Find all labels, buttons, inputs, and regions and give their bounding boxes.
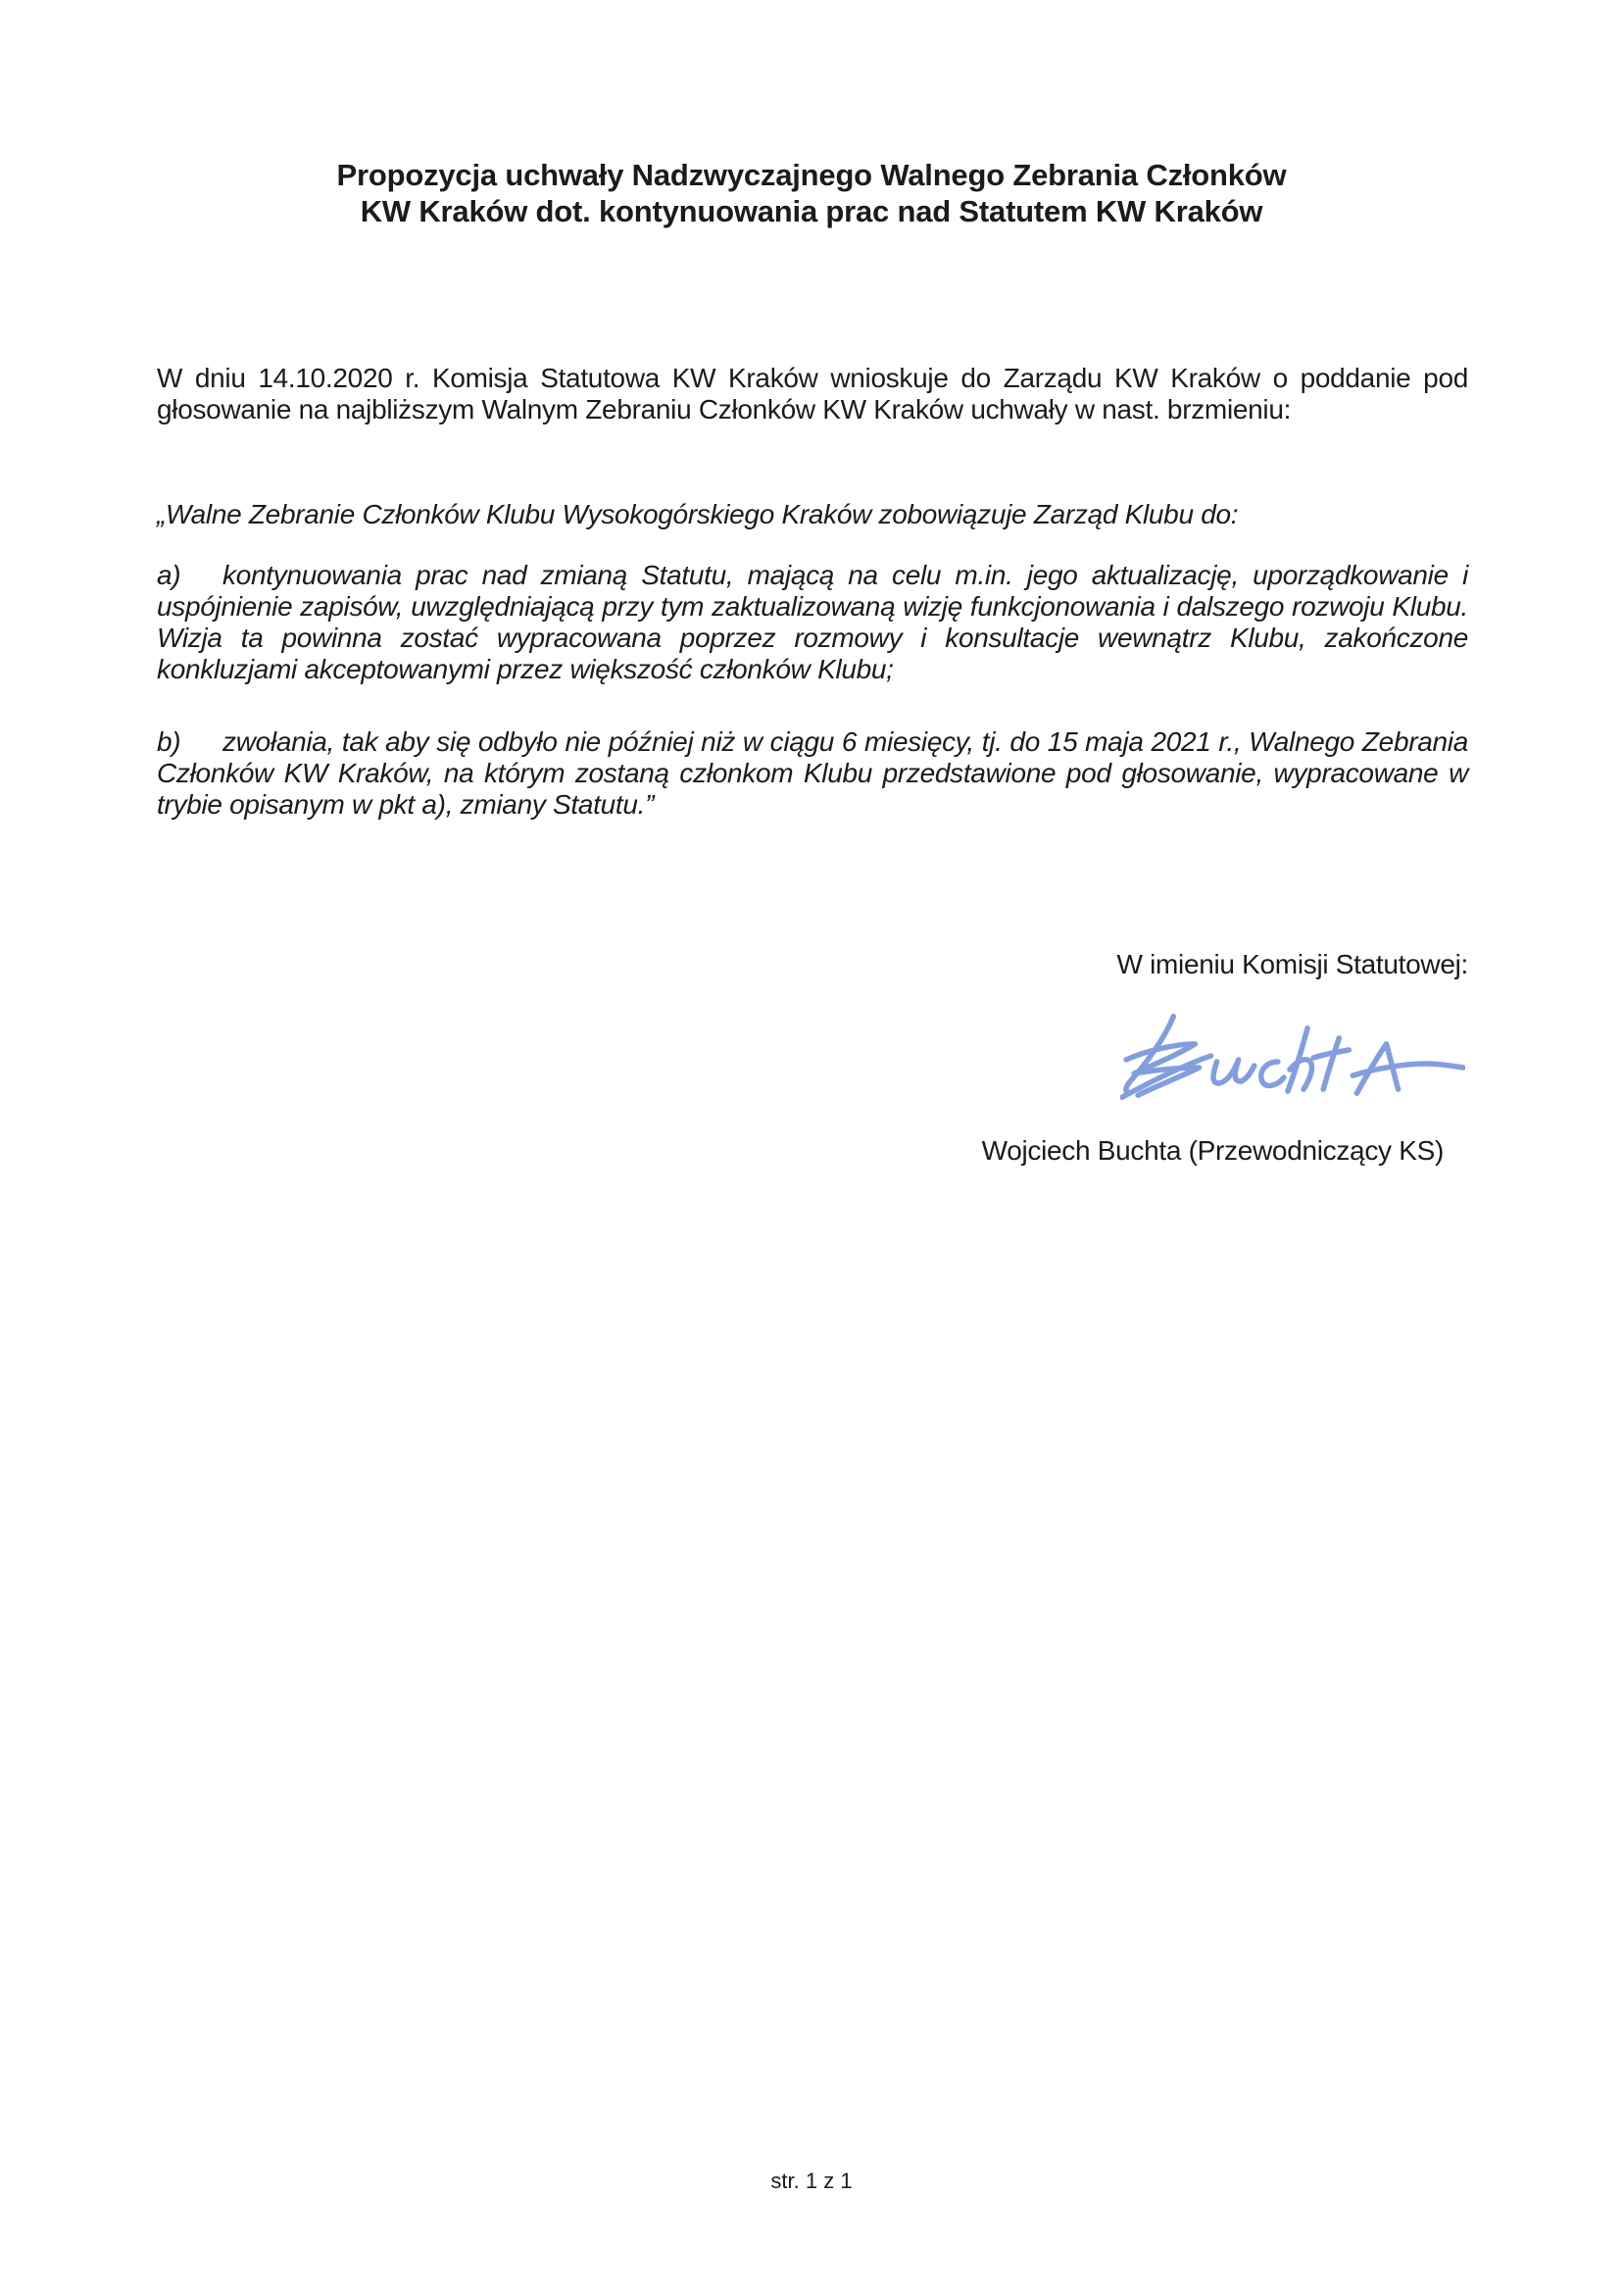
document-title	[0, 157, 1623, 229]
signatory-name: Wojciech Buchta (Przewodniczący KS)	[981, 1135, 1444, 1166]
title-line-1: Propozycja uchwały Nadzwyczajnego Walnego Zebrania Członków	[336, 158, 1287, 192]
item-a-marker: a)	[157, 560, 181, 590]
item-b-text: zwołania, tak aby się odbyło nie później niż w ciągu 6 miesięcy, tj. do 15 maja 2021 r., Walnego Zebrania Członków KW Kraków, na którym zostaną członkom Klubu przedstawione pod głosowanie, wypracowane w trybie opisanym w pkt a), zmiany Statutu.”	[157, 726, 1468, 820]
intro-paragraph: W dniu 14.10.2020 r. Komisja Statutowa KW Kraków wnioskuje do Zarządu KW Kraków o poddanie pod głosowanie na najbliższym Walnym Zebraniu Członków KW Kraków uchwały w nast. brzmieniu:	[157, 363, 1468, 424]
item-b-marker: b)	[157, 726, 181, 757]
item-a-text: kontynuowania prac nad zmianą Statutu, mającą na celu m.in. jego aktualizację, uporządkowanie i uspójnienie zapisów, uwzględniającą przy tym zaktualizowaną wizję funkcjonowania i dalszego rozwoju Klubu. Wizja ta powinna zostać wypracowana poprzez rozmowy i konsultacje wewnątrz Klubu, zakończone konkluzjami akceptowanymi przez większość członków Klubu;	[157, 560, 1468, 684]
resolution-item-b	[157, 726, 1468, 821]
page-number: str. 1 z 1	[770, 2169, 853, 2193]
resolution-item-a	[157, 560, 1468, 685]
signoff-line: W imieniu Komisji Statutowej:	[1116, 949, 1468, 979]
title-line-2: KW Kraków dot. kontynuowania prac nad Statutem KW Kraków	[360, 194, 1263, 228]
resolution-quote-intro: „Walne Zebranie Członków Klubu Wysokogórskiego Kraków zobowiązuje Zarząd Klubu do:	[157, 499, 1239, 529]
signature-image	[1120, 1010, 1465, 1120]
